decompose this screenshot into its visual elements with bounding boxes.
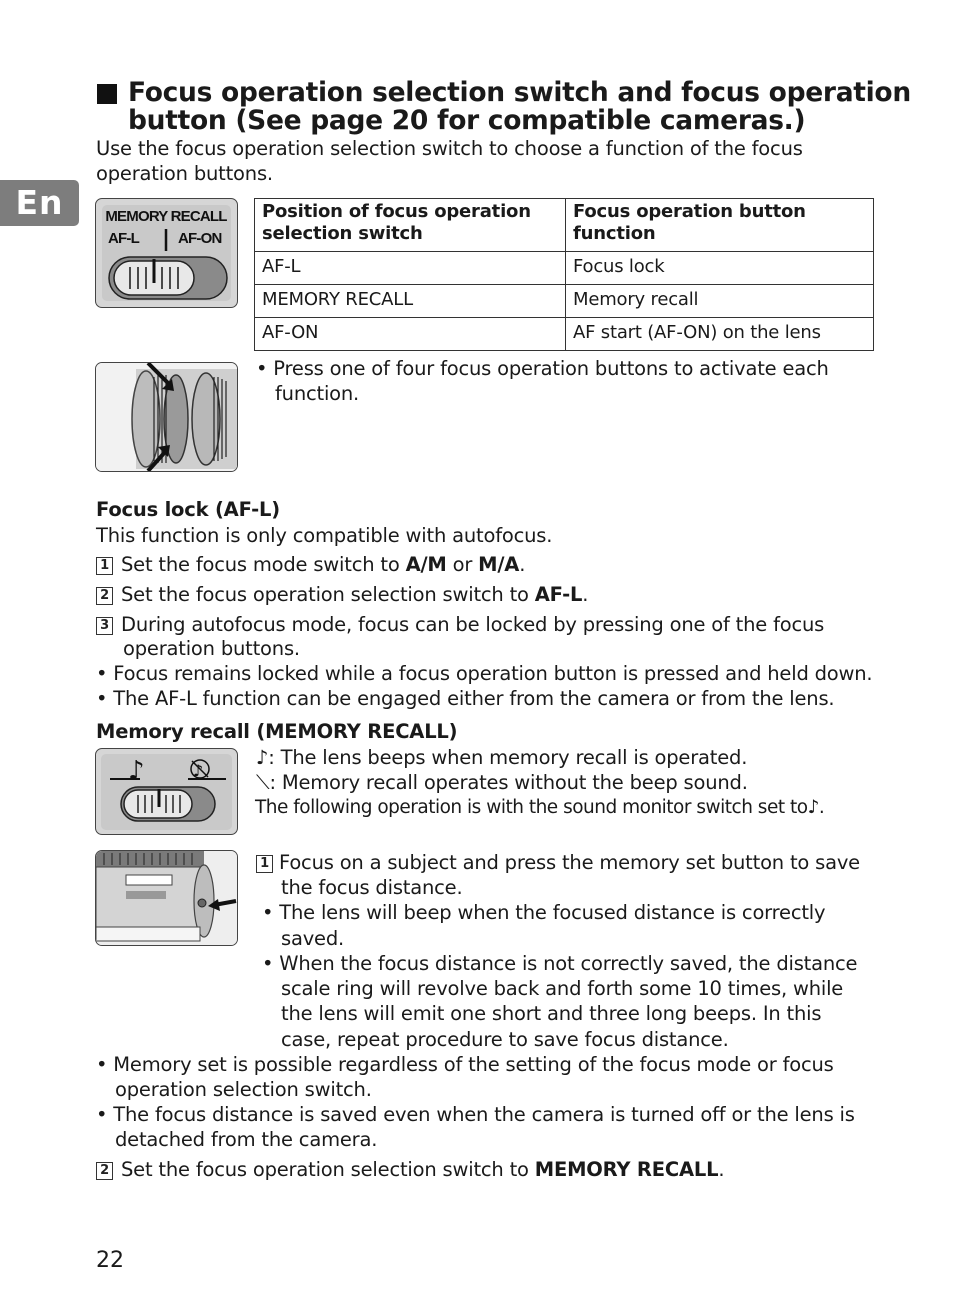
step-number: 3 [96, 617, 113, 635]
intro-line1: Use the focus operation selection switch to choose a function of the focus [96, 137, 803, 160]
beep-off-icon: ⟍ [256, 771, 270, 794]
header-position-line2: selection switch [262, 223, 423, 244]
memory-sub-bullet-cont: saved. [281, 927, 345, 950]
table-row [255, 252, 874, 285]
beep-on-icon: ♪ [256, 746, 269, 769]
memory-bullet: • The focus distance is saved even when the camera is turned off or the lens is [96, 1103, 855, 1126]
step-number: 2 [96, 1162, 113, 1180]
focus-lock-step3-cont: operation buttons. [123, 637, 300, 660]
table-header-row [255, 199, 874, 252]
intro-line2: operation buttons. [96, 162, 273, 185]
memory-sub-bullet-cont: case, repeat procedure to save focus distance. [281, 1028, 729, 1051]
step-text: . [718, 1158, 725, 1181]
focus-lock-step1 [96, 552, 525, 578]
section-title-line2: button (See page 20 for compatible cameras.) [128, 105, 806, 136]
step-bold: AF-L [534, 583, 583, 606]
beep-on-icon: ♪ [807, 797, 819, 818]
step-number: 1 [96, 557, 113, 575]
lens-focus-buttons-illustration [95, 362, 238, 472]
focus-switch-illustration [95, 198, 238, 308]
memory-sub-bullet: • The lens will beep when the focused distance is correctly [262, 901, 826, 924]
press-note-line2: function. [275, 382, 360, 405]
step-bold: A/M [405, 553, 447, 576]
switch-label-memory-recall: MEMORY RECALL [105, 208, 227, 225]
focus-lock-bullet: • Focus remains locked while a focus operation button is pressed and held down. [96, 662, 873, 685]
step-text: . [519, 553, 526, 576]
switch-label-af-l: AF-L [108, 230, 139, 247]
note-end: . [818, 797, 825, 818]
memory-set-button-illustration [95, 850, 238, 946]
switch-label-af-on: AF-ON [178, 230, 222, 247]
memory-bullet: • Memory set is possible regardless of the setting of the focus mode or focus [96, 1053, 834, 1076]
step-text: or [446, 553, 479, 576]
beep-off-symbol: ♪ [193, 761, 204, 780]
table-cell-function: Focus lock [566, 252, 874, 285]
step-text: . [582, 583, 589, 606]
page-number: 22 [96, 1248, 124, 1273]
memory-step2 [96, 1157, 724, 1183]
beep-off-text: : Memory recall operates without the beep sound. [269, 771, 748, 794]
table-row [255, 318, 874, 351]
step-bold: MEMORY RECALL [534, 1158, 719, 1181]
header-function-line1: Focus operation button [573, 201, 806, 222]
table-cell-function: AF start (AF-ON) on the lens [566, 318, 874, 351]
step-number: 1 [256, 855, 273, 873]
step-text: During autofocus mode, focus can be locked by pressing one of the focus [121, 613, 825, 636]
beep-on-description [256, 745, 747, 771]
beep-on-symbol: ♪ [128, 756, 145, 786]
focus-lock-title: Focus lock (AF-L) [96, 498, 280, 521]
memory-sub-bullet: • When the focus distance is not correctly saved, the distance [262, 952, 858, 975]
focus-lock-step2 [96, 582, 588, 608]
table-header-function [566, 199, 874, 252]
focus-lock-intro: This function is only compatible with autofocus. [96, 524, 553, 547]
table-cell-position: AF-L [255, 252, 566, 285]
section-title-line1: Focus operation selection switch and focus operation [128, 77, 911, 108]
press-note-line1: • Press one of four focus operation buttons to activate each [256, 357, 829, 380]
step-number: 2 [96, 587, 113, 605]
language-tab: En [0, 180, 79, 226]
step-bold: M/A [478, 553, 520, 576]
beep-off-description [256, 770, 748, 796]
beep-on-text: : The lens beeps when memory recall is operated. [268, 746, 748, 769]
sound-monitor-note [255, 795, 824, 821]
table-header-position [255, 199, 566, 252]
header-function-line2: function [573, 223, 656, 244]
memory-sub-bullet-cont: scale ring will revolve back and forth some 10 times, while [281, 977, 844, 1000]
memory-bullet-cont: detached from the camera. [115, 1128, 378, 1151]
table-cell-function: Memory recall [566, 285, 874, 318]
focus-lock-step3 [96, 612, 824, 638]
step-text: Focus on a subject and press the memory set button to save [279, 851, 860, 874]
step-text: Set the focus operation selection switch to [121, 1158, 535, 1181]
note-text: The following operation is with the sound monitor switch set to [255, 797, 808, 818]
focus-lock-bullet: • The AF-L function can be engaged either from the camera or from the lens. [96, 687, 835, 710]
step-text: Set the focus operation selection switch to [121, 583, 535, 606]
focus-operation-table [254, 198, 874, 351]
section-bullet-square [97, 84, 117, 104]
memory-sub-bullet-cont: the lens will emit one short and three long beeps. In this [281, 1002, 822, 1025]
step-text: Set the focus mode switch to [121, 553, 406, 576]
table-cell-position: AF-ON [255, 318, 566, 351]
table-cell-position: MEMORY RECALL [255, 285, 566, 318]
header-position-line1: Position of focus operation [262, 201, 531, 222]
table-row [255, 285, 874, 318]
memory-step1 [256, 850, 860, 876]
memory-recall-title: Memory recall (MEMORY RECALL) [96, 720, 458, 743]
memory-bullet-cont: operation selection switch. [115, 1078, 372, 1101]
memory-step1-cont: the focus distance. [281, 876, 463, 899]
sound-monitor-switch-illustration [95, 748, 238, 835]
